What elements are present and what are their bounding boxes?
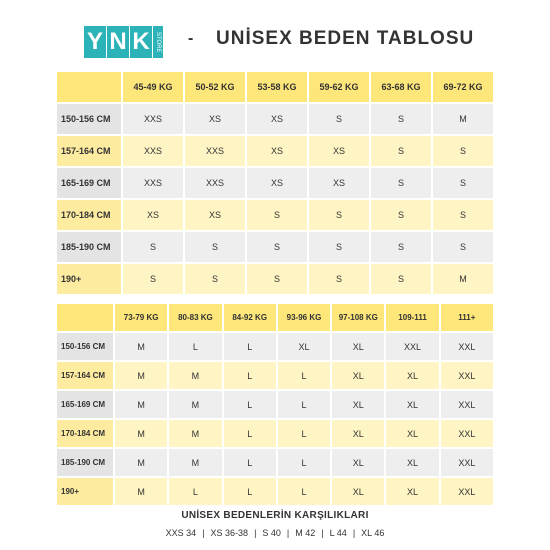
size-cell: S bbox=[309, 264, 369, 294]
separator: | bbox=[202, 528, 205, 538]
size-cell: M bbox=[115, 478, 167, 505]
size-cell: L bbox=[169, 478, 221, 505]
weight-column-header: 45-49 KG bbox=[123, 72, 183, 102]
size-cell: XL bbox=[332, 362, 384, 389]
size-cell: XXS bbox=[123, 104, 183, 134]
ynk-store-logo bbox=[84, 26, 163, 58]
size-cell: M bbox=[433, 264, 493, 294]
weight-column-header: 59-62 KG bbox=[309, 72, 369, 102]
table-row bbox=[57, 232, 493, 262]
size-cell: S bbox=[371, 136, 431, 166]
size-cell: S bbox=[433, 200, 493, 230]
weight-column-header: 80-83 KG bbox=[169, 304, 221, 331]
height-row-header: 190+ bbox=[57, 264, 121, 294]
logo-store-tag: STORE bbox=[153, 26, 163, 58]
table-row bbox=[57, 478, 493, 505]
size-cell: XL bbox=[386, 420, 438, 447]
size-cell: XL bbox=[332, 420, 384, 447]
size-cell: XL bbox=[386, 391, 438, 418]
height-row-header: 157-164 CM bbox=[57, 136, 121, 166]
size-cell: XXL bbox=[441, 449, 493, 476]
size-cell: L bbox=[224, 333, 276, 360]
size-cell: M bbox=[115, 391, 167, 418]
height-row-header: 165-169 CM bbox=[57, 391, 113, 418]
table-row bbox=[57, 333, 493, 360]
separator: | bbox=[286, 528, 290, 538]
weight-column-header: 53-58 KG bbox=[247, 72, 307, 102]
size-cell: XL bbox=[386, 362, 438, 389]
title-dash: - bbox=[188, 30, 194, 47]
logo-letter: N bbox=[107, 26, 129, 58]
height-row-header: 190+ bbox=[57, 478, 113, 505]
weight-column-header: 109-111 bbox=[386, 304, 438, 331]
size-table-light-weights bbox=[55, 70, 495, 296]
size-cell: XL bbox=[332, 449, 384, 476]
size-cell: L bbox=[278, 420, 330, 447]
size-cell: S bbox=[247, 200, 307, 230]
separator: | bbox=[352, 528, 356, 538]
weight-column-header: 93-96 KG bbox=[278, 304, 330, 331]
size-cell: XXL bbox=[441, 420, 493, 447]
size-cell: L bbox=[278, 362, 330, 389]
weight-column-header: 111+ bbox=[441, 304, 493, 331]
size-cell: XXS bbox=[185, 136, 245, 166]
height-row-header: 165-169 CM bbox=[57, 168, 121, 198]
size-cell: L bbox=[224, 420, 276, 447]
size-cell: L bbox=[169, 333, 221, 360]
table-row bbox=[57, 420, 493, 447]
size-cell: S bbox=[371, 104, 431, 134]
size-cell: XL bbox=[332, 478, 384, 505]
size-cell: XS bbox=[247, 136, 307, 166]
size-cell: L bbox=[278, 449, 330, 476]
size-cell: L bbox=[224, 391, 276, 418]
size-equivalents-title: UNİSEX BEDENLERİN KARŞILIKLARI bbox=[181, 510, 369, 521]
size-cell: M bbox=[115, 449, 167, 476]
size-cell: S bbox=[433, 232, 493, 262]
size-cell: L bbox=[224, 449, 276, 476]
size-cell: XXL bbox=[441, 362, 493, 389]
size-cell: S bbox=[123, 232, 183, 262]
size-cell: XL bbox=[386, 478, 438, 505]
size-cell: M bbox=[115, 333, 167, 360]
table-row bbox=[57, 391, 493, 418]
height-row-header: 170-184 CM bbox=[57, 200, 121, 230]
size-equivalent: L 44 bbox=[329, 528, 347, 538]
size-cell: XL bbox=[386, 449, 438, 476]
weight-column-header: 97-108 KG bbox=[332, 304, 384, 331]
height-row-header: 157-164 CM bbox=[57, 362, 113, 389]
height-row-header: 150-156 CM bbox=[57, 104, 121, 134]
size-cell: L bbox=[278, 391, 330, 418]
size-cell: XXS bbox=[123, 136, 183, 166]
size-table-heavy-weights bbox=[55, 302, 495, 507]
table-row bbox=[57, 264, 493, 294]
size-cell: M bbox=[115, 420, 167, 447]
size-equivalent: M 42 bbox=[295, 528, 316, 538]
table-row bbox=[57, 362, 493, 389]
size-cell: S bbox=[371, 232, 431, 262]
size-cell: M bbox=[115, 362, 167, 389]
height-row-header: 185-190 CM bbox=[57, 232, 121, 262]
size-cell: XL bbox=[278, 333, 330, 360]
size-cell: XS bbox=[123, 200, 183, 230]
size-cell: XS bbox=[185, 104, 245, 134]
size-equivalent: XL 46 bbox=[361, 528, 385, 538]
size-cell: L bbox=[278, 478, 330, 505]
size-cell: S bbox=[185, 232, 245, 262]
size-cell: S bbox=[371, 168, 431, 198]
size-cell: XS bbox=[247, 104, 307, 134]
size-cell: S bbox=[123, 264, 183, 294]
size-cell: XXL bbox=[386, 333, 438, 360]
size-equivalent: S 40 bbox=[262, 528, 281, 538]
logo-letter: K bbox=[130, 26, 152, 58]
size-cell: M bbox=[169, 391, 221, 418]
size-cell: S bbox=[309, 104, 369, 134]
table-row bbox=[57, 136, 493, 166]
size-cell: S bbox=[433, 136, 493, 166]
table-row bbox=[57, 449, 493, 476]
page-title: UNİSEX BEDEN TABLOSU bbox=[216, 28, 475, 49]
separator: | bbox=[321, 528, 324, 538]
size-equivalent: XS 36-38 bbox=[210, 528, 249, 538]
weight-column-header: 50-52 KG bbox=[185, 72, 245, 102]
size-cell: XS bbox=[309, 136, 369, 166]
size-cell: S bbox=[247, 232, 307, 262]
size-cell: S bbox=[185, 264, 245, 294]
size-cell: XXL bbox=[441, 391, 493, 418]
height-row-header: 170-184 CM bbox=[57, 420, 113, 447]
size-cell: XXL bbox=[441, 478, 493, 505]
size-cell: XS bbox=[185, 200, 245, 230]
size-cell: L bbox=[224, 362, 276, 389]
size-cell: XS bbox=[247, 168, 307, 198]
size-cell: S bbox=[433, 168, 493, 198]
size-cell: M bbox=[433, 104, 493, 134]
height-row-header: 185-190 CM bbox=[57, 449, 113, 476]
weight-column-header: 84-92 KG bbox=[224, 304, 276, 331]
size-cell: XL bbox=[332, 391, 384, 418]
size-equivalents-list bbox=[0, 528, 550, 538]
logo-letter: Y bbox=[84, 26, 106, 58]
separator: | bbox=[254, 528, 257, 538]
size-cell: XXL bbox=[441, 333, 493, 360]
size-cell: S bbox=[371, 200, 431, 230]
size-cell: L bbox=[224, 478, 276, 505]
size-cell: S bbox=[309, 232, 369, 262]
size-cell: M bbox=[169, 449, 221, 476]
weight-column-header: 63-68 KG bbox=[371, 72, 431, 102]
table-corner bbox=[57, 304, 113, 331]
size-cell: XL bbox=[332, 333, 384, 360]
weight-column-header: 69-72 KG bbox=[433, 72, 493, 102]
page-header bbox=[84, 26, 504, 58]
size-cell: M bbox=[169, 362, 221, 389]
size-cell: M bbox=[169, 420, 221, 447]
size-cell: XXS bbox=[123, 168, 183, 198]
size-cell: S bbox=[309, 200, 369, 230]
size-equivalent: XXS 34 bbox=[165, 528, 197, 538]
table-row bbox=[57, 168, 493, 198]
size-cell: XXS bbox=[185, 168, 245, 198]
table-row bbox=[57, 104, 493, 134]
table-row bbox=[57, 200, 493, 230]
size-cell: S bbox=[247, 264, 307, 294]
weight-column-header: 73-79 KG bbox=[115, 304, 167, 331]
size-cell: S bbox=[371, 264, 431, 294]
size-cell: XS bbox=[309, 168, 369, 198]
table-corner bbox=[57, 72, 121, 102]
height-row-header: 150-156 CM bbox=[57, 333, 113, 360]
